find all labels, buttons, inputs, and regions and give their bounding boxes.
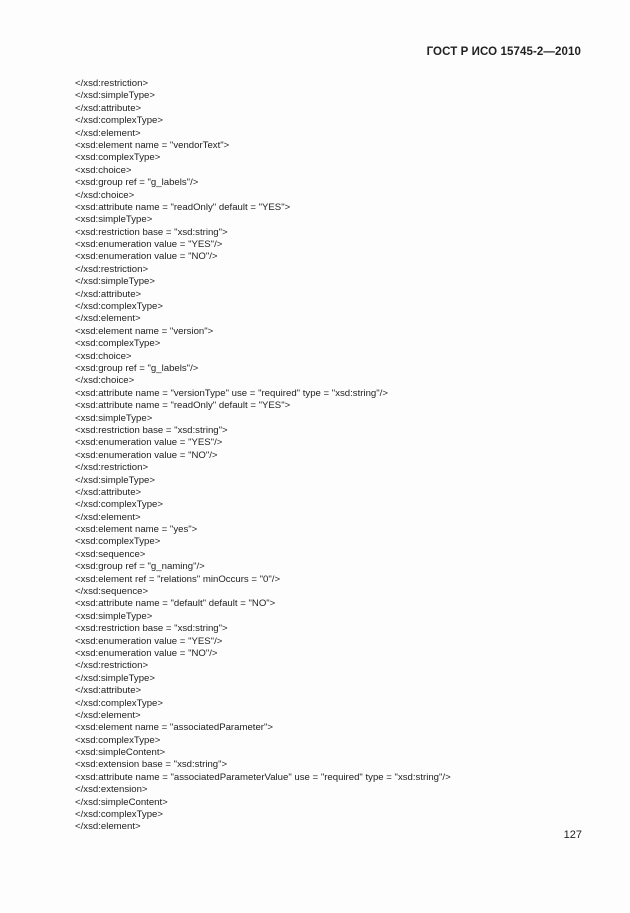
code-line: <xsd:enumeration value = "YES"/> [75, 239, 223, 251]
code-line: </xsd:element> [75, 511, 141, 523]
code-line: <xsd:choice> [75, 350, 132, 362]
code-line: <xsd:simpleContent> [75, 747, 166, 759]
code-line: <xsd:restriction base = "xsd:string"> [75, 226, 228, 238]
code-line: <xsd:complexType> [75, 536, 161, 548]
code-line: <xsd:group ref = "g_labels"/> [75, 177, 199, 189]
code-line: <xsd:group ref = "g_naming"/> [75, 561, 205, 573]
code-line: <xsd:enumeration value = "YES"/> [75, 635, 223, 647]
code-line: </xsd:restriction> [75, 660, 149, 672]
code-line: </xsd:restriction> [75, 78, 149, 89]
code-line: <xsd:simpleType> [75, 412, 153, 424]
code-line: <xsd:attribute name = "default" default = "NO"> [75, 598, 276, 610]
code-line: <xsd:choice> [75, 164, 132, 176]
code-line: </xsd:attribute> [75, 102, 142, 114]
code-line: <xsd:sequence> [75, 548, 146, 560]
code-line: <xsd:complexType> [75, 152, 161, 164]
code-line: <xsd:restriction base = "xsd:string"> [75, 424, 228, 436]
code-line: <xsd:complexType> [75, 734, 161, 746]
code-line: </xsd:element> [75, 709, 141, 721]
code-line: <xsd:attribute name = "versionType" use = "required" type = "xsd:string"/> [75, 387, 388, 399]
code-line: </xsd:restriction> [75, 462, 149, 474]
code-line: </xsd:sequence> [75, 586, 149, 598]
code-line: </xsd:simpleType> [75, 474, 155, 486]
xsd-code-block [75, 78, 451, 834]
code-line: <xsd:group ref = "g_labels"/> [75, 362, 199, 374]
code-line: <xsd:enumeration value = "NO"/> [75, 251, 218, 263]
code-line: <xsd:simpleType> [75, 610, 153, 622]
code-line: <xsd:complexType> [75, 338, 161, 350]
code-line: </xsd:choice> [75, 189, 135, 201]
code-line: </xsd:simpleType> [75, 90, 155, 102]
code-line: <xsd:element name = "yes"> [75, 524, 198, 536]
code-line: </xsd:element> [75, 127, 141, 139]
code-line: <xsd:enumeration value = "YES"/> [75, 437, 223, 449]
code-line: <xsd:element name = "associatedParameter"> [75, 722, 273, 734]
code-line: </xsd:attribute> [75, 486, 142, 498]
code-line: <xsd:attribute name = "readOnly" default = "YES"> [75, 201, 291, 213]
code-line: </xsd:attribute> [75, 288, 142, 300]
code-line: <xsd:restriction base = "xsd:string"> [75, 623, 228, 635]
code-line: <xsd:extension base = "xsd:string"> [75, 759, 228, 771]
page-number: 127 [563, 829, 582, 841]
code-line: </xsd:complexType> [75, 499, 163, 511]
code-line: <xsd:element name = "vendorText"> [75, 139, 230, 151]
code-line: </xsd:restriction> [75, 263, 149, 275]
code-line: </xsd:element> [75, 313, 141, 325]
code-line: </xsd:complexType> [75, 809, 163, 821]
code-line: <xsd:attribute name = "readOnly" default = "YES"> [75, 400, 291, 412]
code-line: </xsd:simpleType> [75, 672, 155, 684]
code-line: </xsd:element> [75, 821, 141, 833]
standard-header: ГОСТ Р ИСО 15745-2—2010 [426, 46, 581, 58]
code-line: </xsd:simpleContent> [75, 796, 168, 808]
code-line: </xsd:complexType> [75, 697, 163, 709]
code-line: </xsd:extension> [75, 784, 148, 796]
code-line: </xsd:choice> [75, 375, 135, 387]
code-line: <xsd:attribute name = "associatedParameterValue" use = "required" type = "xsd:string"/> [75, 771, 451, 783]
code-line: <xsd:simpleType> [75, 214, 153, 226]
code-line: </xsd:complexType> [75, 301, 163, 313]
code-line: </xsd:complexType> [75, 115, 163, 127]
code-line: <xsd:enumeration value = "NO"/> [75, 647, 218, 659]
code-line: </xsd:attribute> [75, 685, 142, 697]
code-line: </xsd:simpleType> [75, 276, 155, 288]
code-line: <xsd:element name = "version"> [75, 325, 214, 337]
code-line: <xsd:element ref = "relations" minOccurs = "0"/> [75, 573, 281, 585]
code-line: <xsd:enumeration value = "NO"/> [75, 449, 218, 461]
